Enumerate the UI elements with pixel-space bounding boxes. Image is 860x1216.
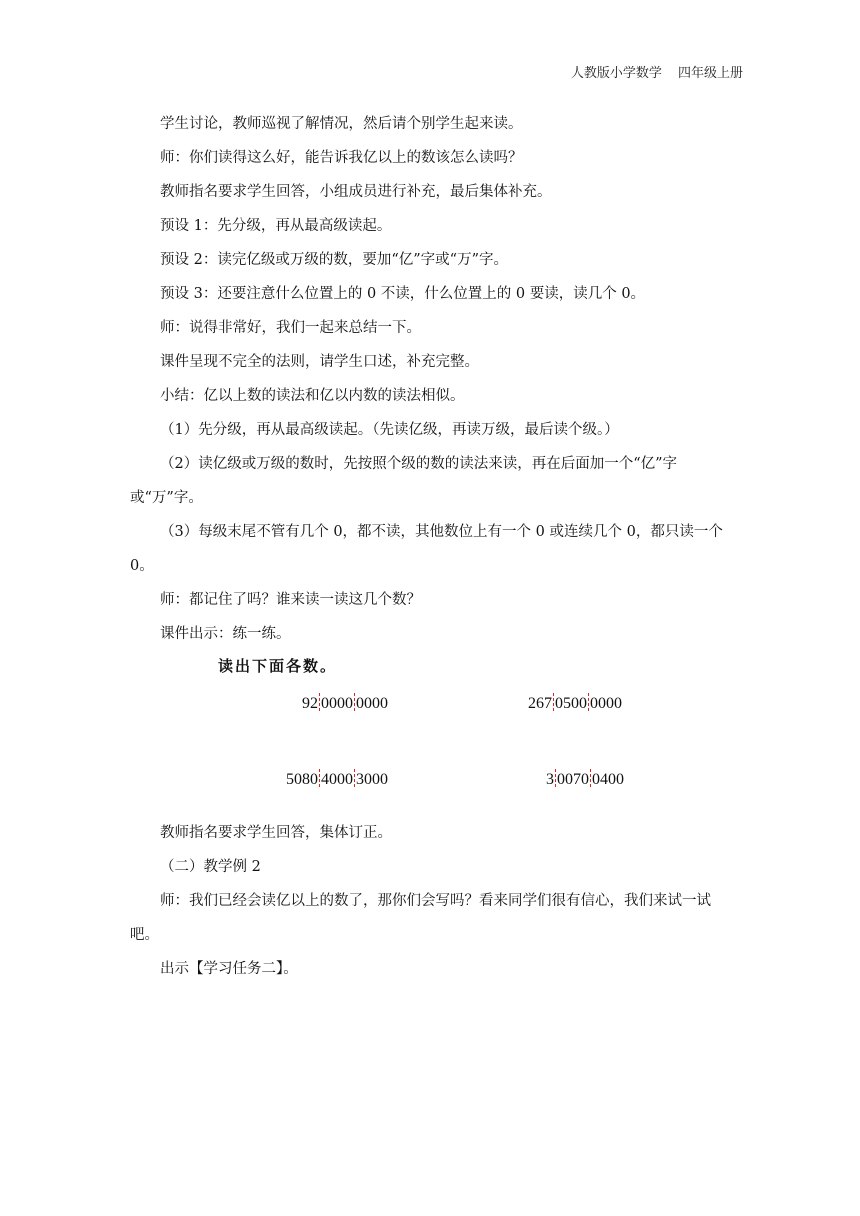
group-separator bbox=[319, 693, 320, 711]
number-group: 3000 bbox=[356, 771, 388, 788]
group-separator bbox=[319, 769, 320, 787]
rule-item: （2）读亿级或万级的数时，先按照个级的数的读法来读，再在后面加一个“亿”字或“万”字。 bbox=[130, 456, 678, 506]
paragraph: 教师指名要求学生回答，小组成员进行补充，最后集体补充。 bbox=[160, 184, 552, 200]
number-group: 0000 bbox=[590, 695, 622, 712]
number-group: 0070 bbox=[557, 771, 589, 788]
number-group: 267 bbox=[528, 695, 552, 712]
number-4 bbox=[546, 769, 624, 789]
group-separator bbox=[588, 693, 589, 711]
paragraph: 师：说得非常好，我们一起来总结一下。 bbox=[160, 320, 421, 336]
rule-item: （3）每级末尾不管有几个 0，都不读，其他数位上有一个 0 或连续几个 0，都只读一个 0。 bbox=[130, 524, 723, 574]
group-separator bbox=[553, 693, 554, 711]
number-group: 5080 bbox=[286, 771, 318, 788]
number-group: 0000 bbox=[321, 695, 353, 712]
paragraph: 师：我们已经会读亿以上的数了，那你们会写吗？看来同学们很有信心，我们来试一试吧。 bbox=[130, 893, 711, 943]
group-separator bbox=[354, 769, 355, 787]
number-group: 0400 bbox=[592, 771, 624, 788]
document-body bbox=[130, 107, 732, 986]
number-2 bbox=[528, 693, 622, 713]
group-separator bbox=[590, 769, 591, 787]
number-3 bbox=[286, 769, 388, 789]
paragraph: 课件呈现不完全的法则，请学生口述，补充完整。 bbox=[160, 354, 479, 370]
exercise-title: 读出下面各数。 bbox=[218, 657, 338, 675]
paragraph: 预设 3：还要注意什么位置上的 0 不读，什么位置上的 0 要读，读几个 0。 bbox=[160, 286, 646, 302]
paragraph: 师：你们读得这么好，能告诉我亿以上的数该怎么读吗？ bbox=[160, 150, 523, 166]
paragraph: 出示【学习任务二】。 bbox=[160, 961, 298, 977]
number-group: 3 bbox=[546, 771, 554, 788]
group-separator bbox=[354, 693, 355, 711]
paragraph: 小结：亿以上数的读法和亿以内数的读法相似。 bbox=[160, 388, 465, 404]
paragraph: 预设 1：先分级，再从最高级读起。 bbox=[160, 218, 392, 234]
paragraph: 预设 2：读完亿级或万级的数，要加“亿”字或“万”字。 bbox=[160, 252, 508, 268]
rule-item: （1）先分级，再从最高级读起。（先读亿级，再读万级，最后读个级。） bbox=[160, 422, 619, 438]
number-group: 92 bbox=[302, 695, 318, 712]
page-header bbox=[559, 62, 743, 81]
header-publisher: 人教版小学数学 bbox=[570, 66, 662, 81]
header-grade: 四年级上册 bbox=[677, 66, 743, 81]
paragraph: （二）教学例 2 bbox=[160, 859, 261, 875]
number-1 bbox=[302, 693, 388, 713]
paragraph: 课件出示：练一练。 bbox=[160, 626, 291, 642]
number-group: 4000 bbox=[321, 771, 353, 788]
number-group: 0000 bbox=[356, 695, 388, 712]
paragraph: 学生讨论，教师巡视了解情况，然后请个别学生起来读。 bbox=[160, 116, 523, 132]
paragraph: 教师指名要求学生回答，集体订正。 bbox=[160, 825, 392, 841]
number-group: 0500 bbox=[555, 695, 587, 712]
group-separator bbox=[555, 769, 556, 787]
exercise-figure bbox=[130, 651, 732, 816]
paragraph: 师：都记住了吗？谁来读一读这几个数？ bbox=[160, 592, 421, 608]
